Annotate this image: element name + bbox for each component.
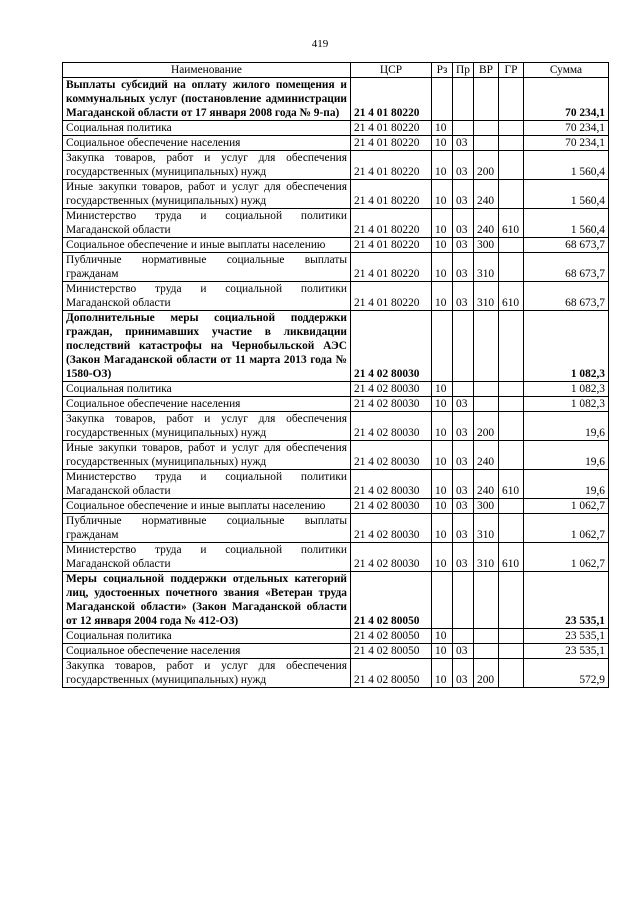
cell-pr: 03 — [453, 659, 474, 688]
cell-pr: 03 — [453, 543, 474, 572]
cell-name: Социальное обеспечение населения — [63, 644, 351, 659]
table-row — [63, 572, 609, 629]
column-header-csr: ЦСР — [351, 63, 432, 78]
column-header-vr: ВР — [474, 63, 499, 78]
cell-vr: 310 — [474, 282, 499, 311]
cell-csr: 21 4 02 80050 — [351, 659, 432, 688]
cell-gr — [499, 572, 524, 629]
cell-csr: 21 4 01 80220 — [351, 180, 432, 209]
cell-sum: 70 234,1 — [524, 78, 609, 121]
cell-name: Социальная политика — [63, 121, 351, 136]
table-row — [63, 470, 609, 499]
column-header-sum: Сумма — [524, 63, 609, 78]
cell-pr: 03 — [453, 441, 474, 470]
cell-csr: 21 4 02 80030 — [351, 514, 432, 543]
cell-sum: 19,6 — [524, 441, 609, 470]
cell-gr: 610 — [499, 282, 524, 311]
cell-vr — [474, 644, 499, 659]
cell-vr: 240 — [474, 180, 499, 209]
cell-rz: 10 — [432, 121, 453, 136]
page-number: 419 — [311, 38, 329, 50]
cell-sum: 1 062,7 — [524, 514, 609, 543]
table-row — [63, 78, 609, 121]
cell-sum: 19,6 — [524, 470, 609, 499]
table-row — [63, 121, 609, 136]
column-header-rz: Рз — [432, 63, 453, 78]
cell-vr — [474, 121, 499, 136]
cell-name: Социальная политика — [63, 629, 351, 644]
cell-vr: 200 — [474, 151, 499, 180]
cell-vr — [474, 629, 499, 644]
cell-pr: 03 — [453, 238, 474, 253]
cell-csr: 21 4 02 80030 — [351, 412, 432, 441]
cell-gr — [499, 629, 524, 644]
cell-name: Закупка товаров, работ и услуг для обеспечения государственных (муниципальных) нужд — [63, 659, 351, 688]
cell-vr: 310 — [474, 543, 499, 572]
cell-sum: 1 560,4 — [524, 209, 609, 238]
cell-rz — [432, 311, 453, 382]
cell-sum: 1 560,4 — [524, 180, 609, 209]
table-row — [63, 659, 609, 688]
column-header-gr: ГР — [499, 63, 524, 78]
cell-rz: 10 — [432, 136, 453, 151]
cell-gr — [499, 382, 524, 397]
cell-rz: 10 — [432, 644, 453, 659]
cell-gr: 610 — [499, 470, 524, 499]
cell-rz: 10 — [432, 209, 453, 238]
cell-rz: 10 — [432, 499, 453, 514]
table-row — [63, 397, 609, 412]
cell-pr — [453, 78, 474, 121]
table-row — [63, 209, 609, 238]
cell-rz: 10 — [432, 397, 453, 412]
cell-csr: 21 4 02 80050 — [351, 644, 432, 659]
cell-csr: 21 4 01 80220 — [351, 151, 432, 180]
cell-sum: 68 673,7 — [524, 238, 609, 253]
cell-rz: 10 — [432, 282, 453, 311]
cell-name: Публичные нормативные социальные выплаты гражданам — [63, 253, 351, 282]
cell-gr — [499, 151, 524, 180]
table-header-row — [63, 63, 609, 78]
cell-rz — [432, 572, 453, 629]
cell-gr — [499, 644, 524, 659]
cell-name: Министерство труда и социальной политики Магаданской области — [63, 470, 351, 499]
cell-vr: 300 — [474, 499, 499, 514]
cell-csr: 21 4 02 80030 — [351, 311, 432, 382]
cell-name: Дополнительные меры социальной поддержки граждан, принимавших участие в ликвидации последствий катастрофы на Чернобыльской АЭС (Закон Магаданской области от 11 марта 2013 года № 1580-ОЗ) — [63, 311, 351, 382]
cell-sum: 23 535,1 — [524, 572, 609, 629]
cell-gr — [499, 499, 524, 514]
cell-sum: 70 234,1 — [524, 136, 609, 151]
cell-csr: 21 4 02 80050 — [351, 629, 432, 644]
cell-vr — [474, 397, 499, 412]
cell-name: Министерство труда и социальной политики Магаданской области — [63, 543, 351, 572]
cell-vr: 240 — [474, 441, 499, 470]
cell-name: Закупка товаров, работ и услуг для обеспечения государственных (муниципальных) нужд — [63, 412, 351, 441]
cell-rz: 10 — [432, 382, 453, 397]
cell-pr — [453, 572, 474, 629]
cell-csr: 21 4 02 80030 — [351, 499, 432, 514]
cell-pr: 03 — [453, 136, 474, 151]
table-row — [63, 253, 609, 282]
cell-gr — [499, 397, 524, 412]
cell-pr: 03 — [453, 470, 474, 499]
cell-sum: 1 062,7 — [524, 543, 609, 572]
cell-gr — [499, 412, 524, 441]
cell-gr: 610 — [499, 209, 524, 238]
cell-pr: 03 — [453, 514, 474, 543]
column-header-pr: Пр — [453, 63, 474, 78]
table-row — [63, 644, 609, 659]
cell-gr — [499, 514, 524, 543]
cell-rz: 10 — [432, 412, 453, 441]
cell-pr: 03 — [453, 397, 474, 412]
cell-sum: 23 535,1 — [524, 629, 609, 644]
cell-sum: 68 673,7 — [524, 282, 609, 311]
table-row — [63, 499, 609, 514]
cell-vr — [474, 311, 499, 382]
cell-name: Меры социальной поддержки отдельных категорий лиц, удостоенных почетного звания «Ветеран труда Магаданской области» (Закон Магаданской области от 12 января 2004 года № 412-ОЗ) — [63, 572, 351, 629]
table-row — [63, 543, 609, 572]
cell-sum: 1 082,3 — [524, 382, 609, 397]
cell-csr: 21 4 02 80030 — [351, 470, 432, 499]
cell-rz: 10 — [432, 659, 453, 688]
cell-sum: 572,9 — [524, 659, 609, 688]
cell-name: Иные закупки товаров, работ и услуг для обеспечения государственных (муниципальных) нужд — [63, 180, 351, 209]
table-row — [63, 180, 609, 209]
cell-csr: 21 4 01 80220 — [351, 238, 432, 253]
table-body — [63, 78, 609, 688]
cell-name: Публичные нормативные социальные выплаты гражданам — [63, 514, 351, 543]
column-header-name: Наименование — [63, 63, 351, 78]
cell-gr — [499, 180, 524, 209]
cell-rz: 10 — [432, 238, 453, 253]
cell-sum: 70 234,1 — [524, 121, 609, 136]
cell-pr — [453, 382, 474, 397]
table-row — [63, 151, 609, 180]
cell-name: Социальное обеспечение населения — [63, 136, 351, 151]
cell-csr: 21 4 02 80030 — [351, 543, 432, 572]
cell-pr: 03 — [453, 253, 474, 282]
cell-rz — [432, 78, 453, 121]
cell-rz: 10 — [432, 514, 453, 543]
cell-vr — [474, 78, 499, 121]
cell-gr — [499, 136, 524, 151]
table-row — [63, 441, 609, 470]
cell-vr — [474, 572, 499, 629]
cell-rz: 10 — [432, 253, 453, 282]
cell-csr: 21 4 02 80030 — [351, 397, 432, 412]
cell-vr — [474, 136, 499, 151]
cell-sum: 1 082,3 — [524, 311, 609, 382]
table-row — [63, 136, 609, 151]
cell-name: Социальное обеспечение населения — [63, 397, 351, 412]
cell-gr — [499, 659, 524, 688]
cell-sum: 1 560,4 — [524, 151, 609, 180]
cell-csr: 21 4 01 80220 — [351, 209, 432, 238]
cell-name: Иные закупки товаров, работ и услуг для обеспечения государственных (муниципальных) нужд — [63, 441, 351, 470]
cell-vr: 240 — [474, 209, 499, 238]
cell-pr: 03 — [453, 209, 474, 238]
cell-gr — [499, 121, 524, 136]
cell-name: Министерство труда и социальной политики Магаданской области — [63, 282, 351, 311]
cell-name: Министерство труда и социальной политики Магаданской области — [63, 209, 351, 238]
cell-rz: 10 — [432, 629, 453, 644]
cell-pr — [453, 311, 474, 382]
cell-name: Социальная политика — [63, 382, 351, 397]
cell-csr: 21 4 01 80220 — [351, 282, 432, 311]
cell-rz: 10 — [432, 151, 453, 180]
cell-pr: 03 — [453, 412, 474, 441]
cell-csr: 21 4 02 80030 — [351, 382, 432, 397]
table-row — [63, 238, 609, 253]
cell-gr — [499, 253, 524, 282]
cell-csr: 21 4 01 80220 — [351, 121, 432, 136]
cell-gr — [499, 238, 524, 253]
table-row — [63, 311, 609, 382]
cell-vr: 200 — [474, 412, 499, 441]
cell-pr — [453, 121, 474, 136]
cell-rz: 10 — [432, 470, 453, 499]
cell-gr — [499, 311, 524, 382]
cell-csr: 21 4 01 80220 — [351, 136, 432, 151]
budget-table — [62, 62, 609, 688]
cell-csr: 21 4 01 80220 — [351, 78, 432, 121]
cell-rz: 10 — [432, 441, 453, 470]
cell-gr — [499, 441, 524, 470]
cell-pr — [453, 629, 474, 644]
cell-sum: 19,6 — [524, 412, 609, 441]
cell-rz: 10 — [432, 180, 453, 209]
cell-vr — [474, 382, 499, 397]
table-row — [63, 282, 609, 311]
cell-gr — [499, 78, 524, 121]
cell-name: Социальное обеспечение и иные выплаты населению — [63, 238, 351, 253]
cell-pr: 03 — [453, 180, 474, 209]
cell-vr: 300 — [474, 238, 499, 253]
cell-vr: 310 — [474, 514, 499, 543]
cell-pr: 03 — [453, 151, 474, 180]
cell-sum: 1 082,3 — [524, 397, 609, 412]
cell-sum: 1 062,7 — [524, 499, 609, 514]
cell-sum: 23 535,1 — [524, 644, 609, 659]
cell-csr: 21 4 02 80050 — [351, 572, 432, 629]
cell-pr: 03 — [453, 499, 474, 514]
cell-pr: 03 — [453, 282, 474, 311]
cell-rz: 10 — [432, 543, 453, 572]
cell-name: Выплаты субсидий на оплату жилого помещения и коммунальных услуг (постановление администрации Магаданской области от 17 января 2008 года № 9-па) — [63, 78, 351, 121]
cell-name: Закупка товаров, работ и услуг для обеспечения государственных (муниципальных) нужд — [63, 151, 351, 180]
cell-sum: 68 673,7 — [524, 253, 609, 282]
cell-vr: 310 — [474, 253, 499, 282]
table-row — [63, 412, 609, 441]
table-row — [63, 514, 609, 543]
cell-vr: 240 — [474, 470, 499, 499]
cell-gr: 610 — [499, 543, 524, 572]
cell-pr: 03 — [453, 644, 474, 659]
cell-csr: 21 4 01 80220 — [351, 253, 432, 282]
cell-vr: 200 — [474, 659, 499, 688]
table-row — [63, 382, 609, 397]
cell-csr: 21 4 02 80030 — [351, 441, 432, 470]
cell-name: Социальное обеспечение и иные выплаты населению — [63, 499, 351, 514]
table-row — [63, 629, 609, 644]
